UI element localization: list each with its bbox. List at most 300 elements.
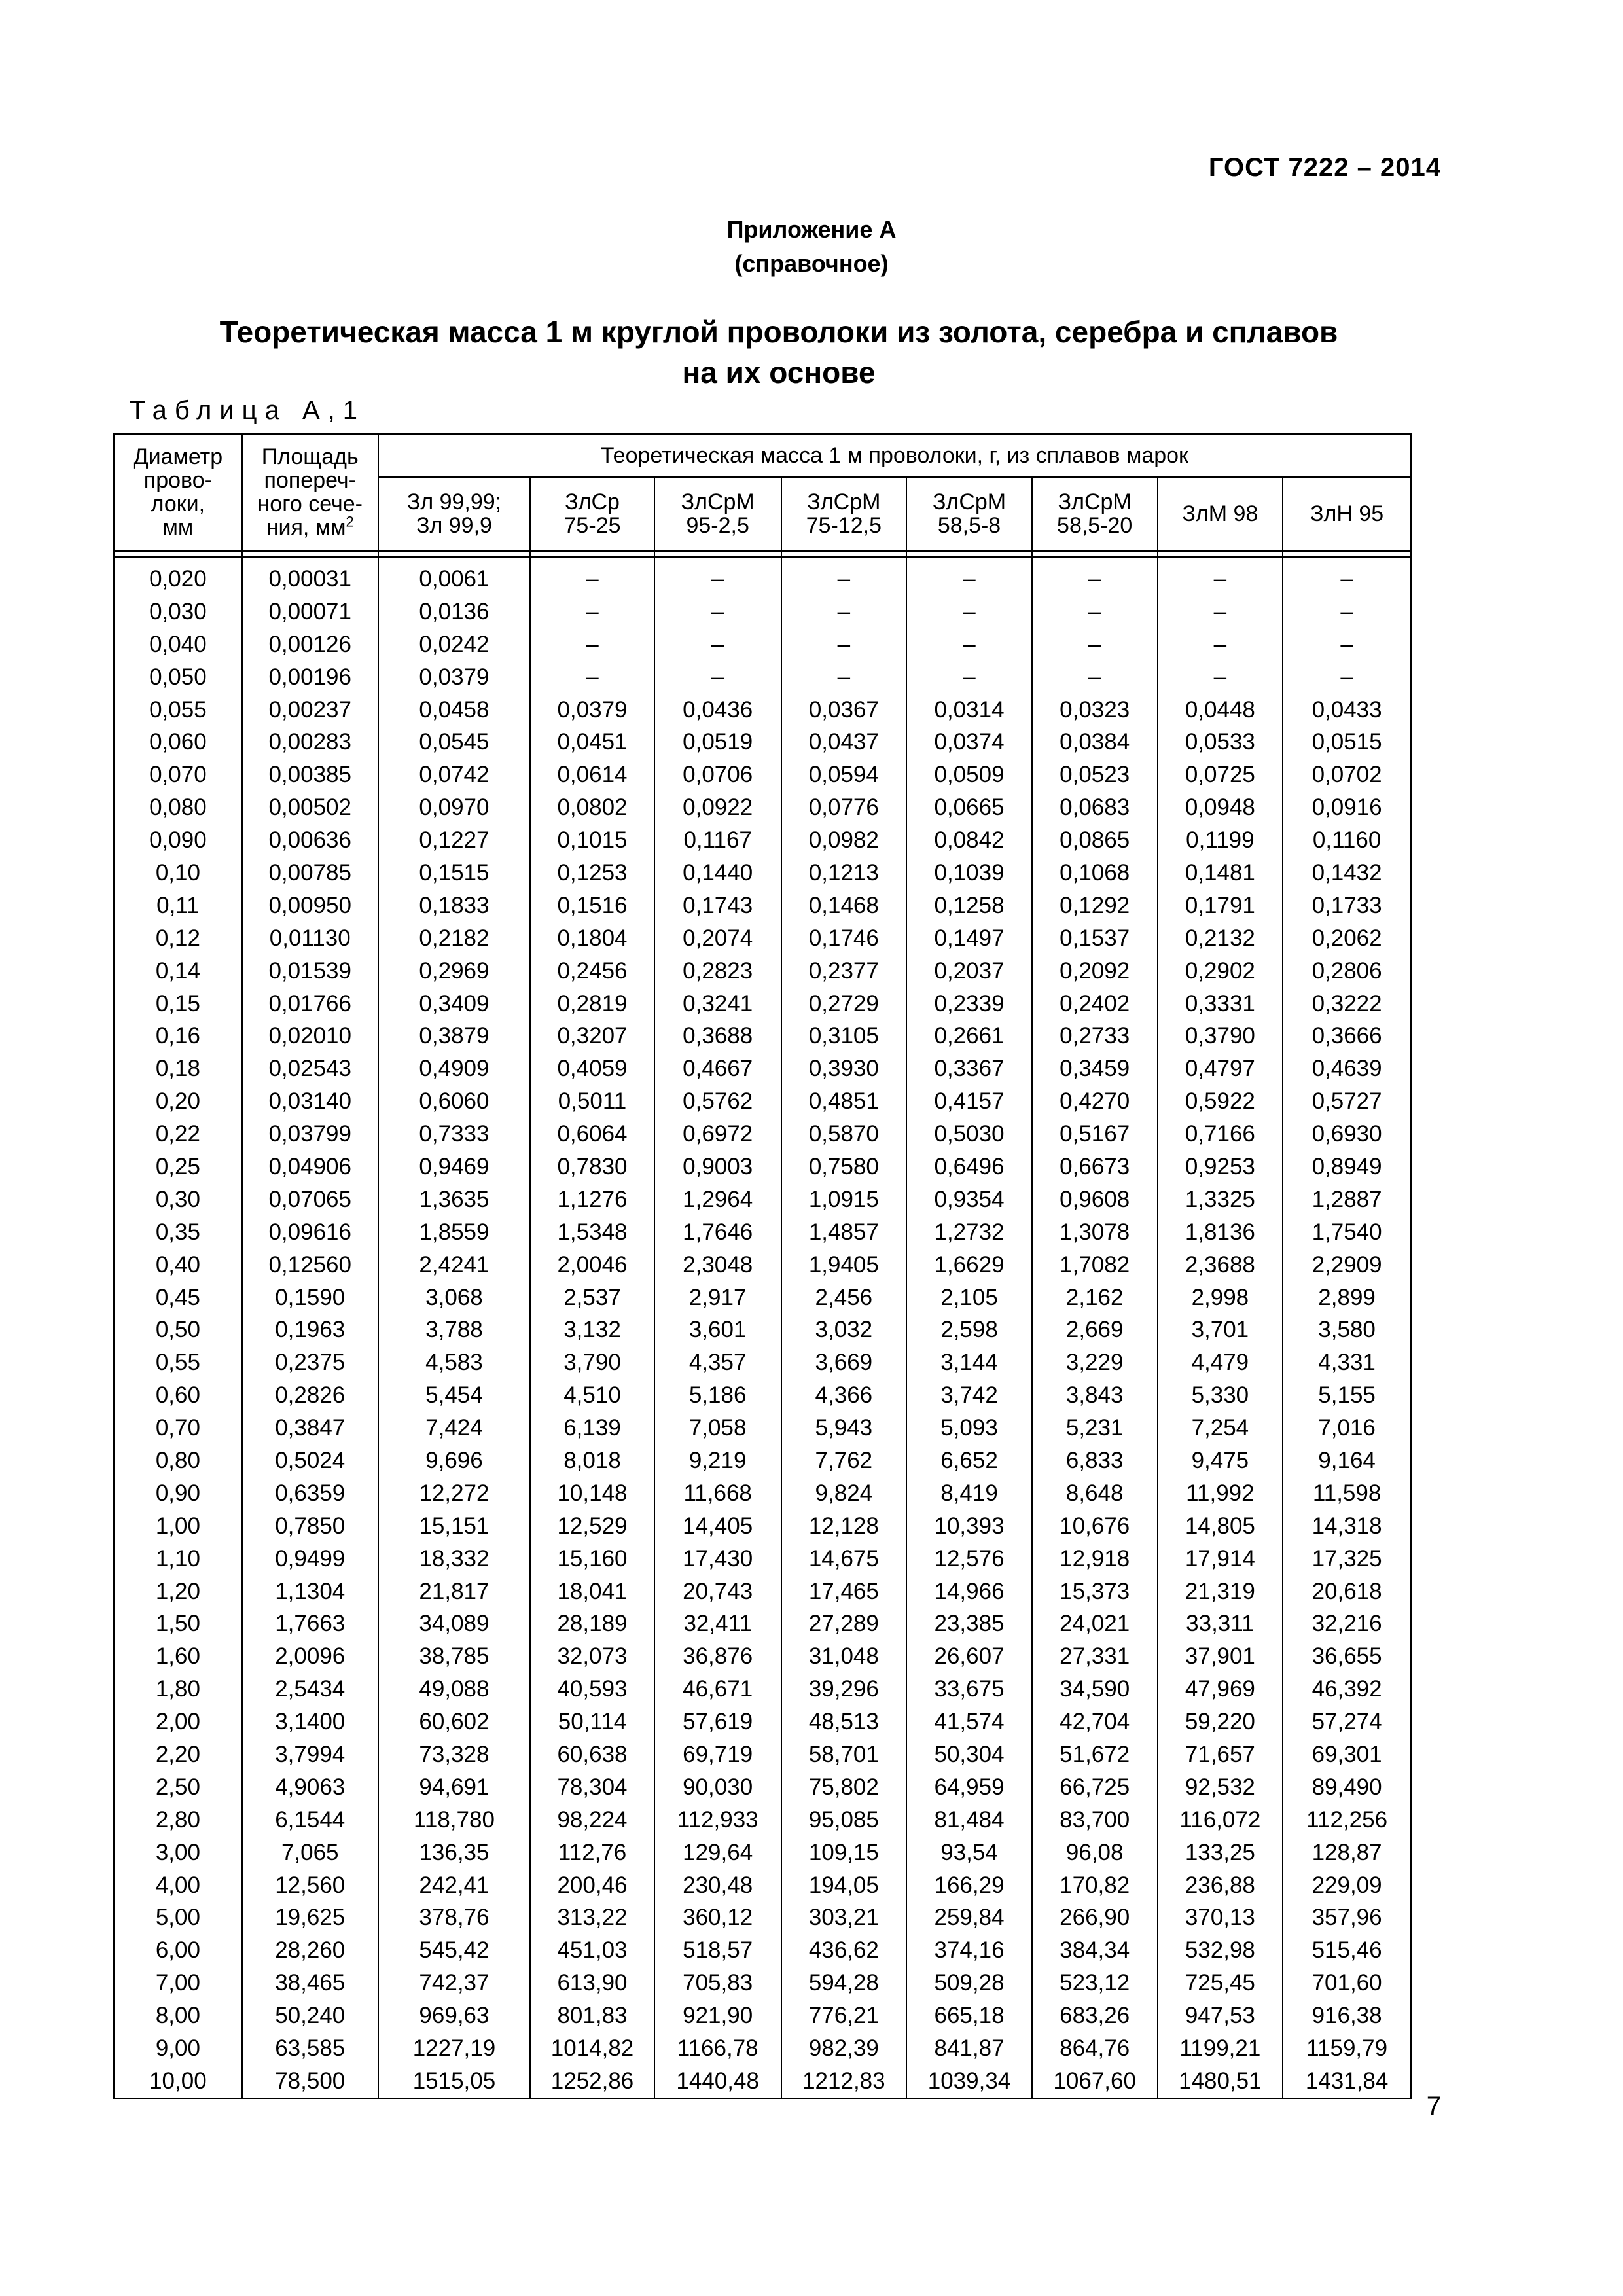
- cell-mass: 37,901: [1158, 1640, 1283, 1673]
- cell-mass: 23,385: [906, 1608, 1032, 1641]
- cell-mass: 3,669: [781, 1346, 907, 1379]
- cell-mass: 1,4857: [781, 1216, 907, 1249]
- cell-mass: 90,030: [654, 1771, 781, 1804]
- cell-mass: 518,57: [654, 1934, 781, 1967]
- cell-mass: 701,60: [1283, 1967, 1411, 2000]
- alloy-label-line: 58,5-8: [937, 513, 1001, 538]
- table-row: [114, 1706, 1411, 1738]
- cell-mass: 58,701: [781, 1738, 907, 1771]
- alloy-label-line: ЗлСрМ: [932, 490, 1007, 514]
- cell-diameter: 1,10: [114, 1543, 242, 1575]
- alloy-label-line: 95-2,5: [686, 513, 749, 538]
- cell-mass: 1227,19: [378, 2032, 530, 2065]
- cell-mass: 3,580: [1283, 1314, 1411, 1346]
- cell-mass: 0,2969: [378, 955, 530, 988]
- cell-mass: 1,3078: [1032, 1216, 1158, 1249]
- cell-mass: 28,189: [530, 1608, 654, 1641]
- cell-mass: 83,700: [1032, 1804, 1158, 1837]
- table-row: [114, 1282, 1411, 1314]
- cell-mass: 26,607: [906, 1640, 1032, 1673]
- table-row: [114, 1543, 1411, 1575]
- appendix-type: (справочное): [734, 250, 889, 277]
- cell-mass: 2,0046: [530, 1249, 654, 1282]
- table-body: [114, 557, 1411, 2098]
- cell-diameter: 0,25: [114, 1151, 242, 1183]
- cell-mass: 31,048: [781, 1640, 907, 1673]
- cell-mass: 236,88: [1158, 1869, 1283, 1902]
- table-row: [114, 1804, 1411, 1837]
- document-designation: ГОСТ 7222 – 2014: [1208, 153, 1441, 182]
- cell-mass: 0,0458: [378, 694, 530, 726]
- cell-area: 0,00071: [242, 596, 378, 628]
- cell-diameter: 2,20: [114, 1738, 242, 1771]
- cell-diameter: 0,90: [114, 1477, 242, 1510]
- appendix-label: Приложение А: [726, 216, 897, 243]
- cell-area: 4,9063: [242, 1771, 378, 1804]
- cell-mass: 60,638: [530, 1738, 654, 1771]
- cell-mass: 1,1276: [530, 1183, 654, 1216]
- cell-mass: 1,7646: [654, 1216, 781, 1249]
- cell-mass: 94,691: [378, 1771, 530, 1804]
- cell-mass: 15,151: [378, 1510, 530, 1543]
- cell-diameter: 1,00: [114, 1510, 242, 1543]
- cell-mass: 2,105: [906, 1282, 1032, 1314]
- cell-mass: 0,4157: [906, 1085, 1032, 1118]
- cell-mass: 1,3325: [1158, 1183, 1283, 1216]
- cell-mass: –: [906, 596, 1032, 628]
- cell-mass: 1252,86: [530, 2065, 654, 2098]
- table-row: [114, 1640, 1411, 1673]
- cell-mass: 1,8136: [1158, 1216, 1283, 1249]
- cell-mass: 0,4797: [1158, 1052, 1283, 1085]
- table-row: [114, 1869, 1411, 1902]
- cell-mass: 12,576: [906, 1543, 1032, 1575]
- cell-mass: 594,28: [781, 1967, 907, 2000]
- header-separator: [1158, 551, 1283, 557]
- cell-mass: 0,3409: [378, 988, 530, 1020]
- cell-mass: 947,53: [1158, 2000, 1283, 2032]
- cell-area: 0,00283: [242, 726, 378, 759]
- table-row: [114, 1510, 1411, 1543]
- cell-mass: 1431,84: [1283, 2065, 1411, 2098]
- cell-area: 0,12560: [242, 1249, 378, 1282]
- header-separator: [1283, 551, 1411, 557]
- cell-diameter: 1,80: [114, 1673, 242, 1706]
- cell-mass: –: [1032, 557, 1158, 596]
- cell-area: 0,00126: [242, 628, 378, 661]
- table-row: [114, 1118, 1411, 1151]
- cell-mass: 48,513: [781, 1706, 907, 1738]
- table-row: [114, 1902, 1411, 1935]
- cell-mass: 0,5011: [530, 1085, 654, 1118]
- cell-mass: 916,38: [1283, 2000, 1411, 2032]
- cell-mass: 509,28: [906, 1967, 1032, 2000]
- alloy-label-line: ЗлМ 98: [1182, 501, 1258, 526]
- cell-mass: 742,37: [378, 1967, 530, 2000]
- cell-mass: –: [530, 661, 654, 694]
- cell-area: 1,7663: [242, 1608, 378, 1641]
- cell-diameter: 0,080: [114, 791, 242, 824]
- cell-mass: 436,62: [781, 1934, 907, 1967]
- table-row: [114, 1837, 1411, 1869]
- cell-mass: 0,6496: [906, 1151, 1032, 1183]
- cell-diameter: 0,030: [114, 596, 242, 628]
- cell-mass: 357,96: [1283, 1902, 1411, 1935]
- cell-area: 0,00237: [242, 694, 378, 726]
- cell-mass: 12,272: [378, 1477, 530, 1510]
- cell-area: 0,02010: [242, 1020, 378, 1052]
- cell-mass: 93,54: [906, 1837, 1032, 1869]
- cell-area: 0,01130: [242, 922, 378, 955]
- cell-mass: 59,220: [1158, 1706, 1283, 1738]
- cell-mass: 69,719: [654, 1738, 781, 1771]
- cell-diameter: 0,14: [114, 955, 242, 988]
- cell-mass: 20,618: [1283, 1575, 1411, 1608]
- cell-area: 0,02543: [242, 1052, 378, 1085]
- cell-mass: 36,655: [1283, 1640, 1411, 1673]
- cell-mass: –: [654, 661, 781, 694]
- table-row: [114, 1412, 1411, 1444]
- table-row: [114, 596, 1411, 628]
- cell-mass: 95,085: [781, 1804, 907, 1837]
- cell-area: 2,0096: [242, 1640, 378, 1673]
- cell-mass: 50,114: [530, 1706, 654, 1738]
- cell-mass: 0,0865: [1032, 824, 1158, 857]
- cell-mass: 5,330: [1158, 1379, 1283, 1412]
- cell-mass: 374,16: [906, 1934, 1032, 1967]
- cell-area: 0,01766: [242, 988, 378, 1020]
- cell-mass: 0,2092: [1032, 955, 1158, 988]
- cell-area: 0,03140: [242, 1085, 378, 1118]
- cell-mass: 1,2964: [654, 1183, 781, 1216]
- cell-mass: 0,2182: [378, 922, 530, 955]
- cell-mass: 36,876: [654, 1640, 781, 1673]
- cell-mass: 170,82: [1032, 1869, 1158, 1902]
- cell-mass: 4,331: [1283, 1346, 1411, 1379]
- cell-mass: 613,90: [530, 1967, 654, 2000]
- cell-mass: 0,7830: [530, 1151, 654, 1183]
- cell-mass: 133,25: [1158, 1837, 1283, 1869]
- cell-area: 0,00196: [242, 661, 378, 694]
- cell-mass: 78,304: [530, 1771, 654, 1804]
- cell-mass: 3,601: [654, 1314, 781, 1346]
- cell-area: 19,625: [242, 1902, 378, 1935]
- cell-mass: 1159,79: [1283, 2032, 1411, 2065]
- cell-area: 28,260: [242, 1934, 378, 1967]
- cell-mass: 96,08: [1032, 1837, 1158, 1869]
- cell-mass: 46,671: [654, 1673, 781, 1706]
- cell-mass: 0,9253: [1158, 1151, 1283, 1183]
- cell-mass: 0,6972: [654, 1118, 781, 1151]
- alloy-label-line: ЗлСрМ: [1058, 490, 1132, 514]
- cell-mass: 0,0136: [378, 596, 530, 628]
- cell-mass: –: [530, 557, 654, 596]
- cell-mass: 0,2062: [1283, 922, 1411, 955]
- cell-mass: 24,021: [1032, 1608, 1158, 1641]
- cell-mass: 3,032: [781, 1314, 907, 1346]
- cell-mass: 5,155: [1283, 1379, 1411, 1412]
- cell-mass: 0,0776: [781, 791, 907, 824]
- cell-area: 0,01539: [242, 955, 378, 988]
- column-header-alloy: [1032, 477, 1158, 551]
- cell-mass: 17,430: [654, 1543, 781, 1575]
- cell-mass: 0,2819: [530, 988, 654, 1020]
- cell-mass: 0,9354: [906, 1183, 1032, 1216]
- table-row: [114, 1934, 1411, 1967]
- cell-mass: 725,45: [1158, 1967, 1283, 2000]
- cell-mass: 1480,51: [1158, 2065, 1283, 2098]
- cell-mass: 0,1167: [654, 824, 781, 857]
- table-row: [114, 726, 1411, 759]
- cell-mass: 3,843: [1032, 1379, 1158, 1412]
- cell-mass: 0,4639: [1283, 1052, 1411, 1085]
- cell-mass: 0,3459: [1032, 1052, 1158, 1085]
- cell-mass: 0,5167: [1032, 1118, 1158, 1151]
- cell-diameter: 0,040: [114, 628, 242, 661]
- cell-mass: 50,304: [906, 1738, 1032, 1771]
- cell-area: 12,560: [242, 1869, 378, 1902]
- cell-mass: –: [906, 557, 1032, 596]
- cell-mass: 0,3331: [1158, 988, 1283, 1020]
- cell-diameter: 0,18: [114, 1052, 242, 1085]
- cell-mass: 0,0982: [781, 824, 907, 857]
- table-row: [114, 1346, 1411, 1379]
- cell-mass: 112,256: [1283, 1804, 1411, 1837]
- cell-mass: 11,992: [1158, 1477, 1283, 1510]
- table-row: [114, 955, 1411, 988]
- cell-mass: 0,5727: [1283, 1085, 1411, 1118]
- cell-mass: 0,3688: [654, 1020, 781, 1052]
- alloy-label-line: 58,5-20: [1057, 513, 1133, 538]
- cell-mass: 0,5922: [1158, 1085, 1283, 1118]
- cell-mass: 9,696: [378, 1444, 530, 1477]
- cell-mass: 0,0523: [1032, 759, 1158, 791]
- cell-mass: 0,1516: [530, 889, 654, 922]
- cell-mass: 33,675: [906, 1673, 1032, 1706]
- cell-mass: 0,0379: [530, 694, 654, 726]
- cell-mass: 3,068: [378, 1282, 530, 1314]
- table-row: [114, 2065, 1411, 2098]
- table-row: [114, 694, 1411, 726]
- cell-diameter: 0,22: [114, 1118, 242, 1151]
- cell-diameter: 0,80: [114, 1444, 242, 1477]
- cell-mass: 5,454: [378, 1379, 530, 1412]
- cell-mass: 0,7166: [1158, 1118, 1283, 1151]
- cell-mass: 921,90: [654, 2000, 781, 2032]
- cell-mass: 11,598: [1283, 1477, 1411, 1510]
- cell-mass: 0,9003: [654, 1151, 781, 1183]
- cell-diameter: 0,60: [114, 1379, 242, 1412]
- cell-mass: 0,2402: [1032, 988, 1158, 1020]
- cell-mass: 3,790: [530, 1346, 654, 1379]
- cell-mass: 41,574: [906, 1706, 1032, 1738]
- cell-mass: –: [781, 557, 907, 596]
- cell-mass: 42,704: [1032, 1706, 1158, 1738]
- cell-mass: 81,484: [906, 1804, 1032, 1837]
- cell-mass: 7,424: [378, 1412, 530, 1444]
- cell-mass: 683,26: [1032, 2000, 1158, 2032]
- cell-area: 0,00385: [242, 759, 378, 791]
- cell-mass: 5,943: [781, 1412, 907, 1444]
- cell-mass: 0,0842: [906, 824, 1032, 857]
- cell-mass: 3,229: [1032, 1346, 1158, 1379]
- cell-mass: 1,2732: [906, 1216, 1032, 1249]
- cell-mass: 1,6629: [906, 1249, 1032, 1282]
- table-row: [114, 1673, 1411, 1706]
- cell-mass: 665,18: [906, 2000, 1032, 2032]
- cell-mass: 0,2823: [654, 955, 781, 988]
- table-row: [114, 1020, 1411, 1052]
- cell-mass: 2,899: [1283, 1282, 1411, 1314]
- cell-mass: –: [654, 628, 781, 661]
- cell-diameter: 0,070: [114, 759, 242, 791]
- cell-mass: 969,63: [378, 2000, 530, 2032]
- cell-mass: 378,76: [378, 1902, 530, 1935]
- cell-mass: 864,76: [1032, 2032, 1158, 2065]
- alloy-label-line: ЗлСрМ: [807, 490, 881, 514]
- cell-area: 0,04906: [242, 1151, 378, 1183]
- cell-mass: 89,490: [1283, 1771, 1411, 1804]
- column-group-header-mass: Теоретическая масса 1 м проволоки, г, из сплавов марок: [378, 434, 1411, 477]
- cell-mass: 242,41: [378, 1869, 530, 1902]
- area-unit-superscript: 2: [346, 513, 354, 530]
- cell-mass: 3,742: [906, 1379, 1032, 1412]
- cell-mass: 266,90: [1032, 1902, 1158, 1935]
- header-separator: [114, 551, 242, 557]
- cell-mass: 5,186: [654, 1379, 781, 1412]
- cell-mass: 14,318: [1283, 1510, 1411, 1543]
- cell-mass: 27,289: [781, 1608, 907, 1641]
- cell-diameter: 1,20: [114, 1575, 242, 1608]
- cell-mass: 0,2377: [781, 955, 907, 988]
- cell-mass: 32,073: [530, 1640, 654, 1673]
- header-separator: [378, 551, 530, 557]
- cell-mass: 0,1258: [906, 889, 1032, 922]
- cell-mass: 0,1537: [1032, 922, 1158, 955]
- cell-mass: 1,2887: [1283, 1183, 1411, 1216]
- cell-area: 3,1400: [242, 1706, 378, 1738]
- table-row: [114, 988, 1411, 1020]
- cell-mass: 14,966: [906, 1575, 1032, 1608]
- cell-mass: 4,583: [378, 1346, 530, 1379]
- cell-area: 78,500: [242, 2065, 378, 2098]
- alloy-label-line: Зл 99,9: [416, 513, 492, 538]
- table-caption: Таблица А,1: [130, 396, 365, 425]
- cell-mass: 1067,60: [1032, 2065, 1158, 2098]
- cell-diameter: 0,40: [114, 1249, 242, 1282]
- cell-mass: 2,456: [781, 1282, 907, 1314]
- cell-diameter: 10,00: [114, 2065, 242, 2098]
- cell-mass: –: [1158, 661, 1283, 694]
- cell-diameter: 0,11: [114, 889, 242, 922]
- cell-diameter: 0,15: [114, 988, 242, 1020]
- cell-mass: 75,802: [781, 1771, 907, 1804]
- cell-mass: 0,2339: [906, 988, 1032, 1020]
- cell-mass: 0,6060: [378, 1085, 530, 1118]
- cell-area: 50,240: [242, 2000, 378, 2032]
- cell-area: 0,2826: [242, 1379, 378, 1412]
- cell-mass: 0,1468: [781, 889, 907, 922]
- cell-mass: –: [1283, 557, 1411, 596]
- alloy-label-line: ЗлСр: [565, 490, 620, 514]
- cell-mass: 1,8559: [378, 1216, 530, 1249]
- table-row: [114, 791, 1411, 824]
- cell-mass: 40,593: [530, 1673, 654, 1706]
- cell-mass: 0,9469: [378, 1151, 530, 1183]
- cell-mass: 2,998: [1158, 1282, 1283, 1314]
- cell-mass: 523,12: [1032, 1967, 1158, 2000]
- cell-mass: 66,725: [1032, 1771, 1158, 1804]
- cell-mass: 3,132: [530, 1314, 654, 1346]
- cell-mass: 12,128: [781, 1510, 907, 1543]
- cell-mass: 9,164: [1283, 1444, 1411, 1477]
- cell-mass: 0,2132: [1158, 922, 1283, 955]
- cell-mass: –: [1283, 596, 1411, 628]
- cell-mass: 0,0451: [530, 726, 654, 759]
- cell-mass: 5,093: [906, 1412, 1032, 1444]
- table-header: [114, 434, 1411, 557]
- cell-mass: 0,5870: [781, 1118, 907, 1151]
- cell-mass: 1014,82: [530, 2032, 654, 2065]
- cell-mass: 451,03: [530, 1934, 654, 1967]
- table-row: [114, 2000, 1411, 2032]
- cell-mass: 12,918: [1032, 1543, 1158, 1575]
- wire-mass-table: [113, 433, 1412, 2099]
- cell-mass: 2,4241: [378, 1249, 530, 1282]
- cell-mass: 0,0922: [654, 791, 781, 824]
- cell-mass: 0,9608: [1032, 1183, 1158, 1216]
- cell-diameter: 2,50: [114, 1771, 242, 1804]
- cell-mass: 92,532: [1158, 1771, 1283, 1804]
- cell-mass: –: [906, 628, 1032, 661]
- cell-mass: 1,5348: [530, 1216, 654, 1249]
- cell-mass: 0,3241: [654, 988, 781, 1020]
- cell-diameter: 9,00: [114, 2032, 242, 2065]
- cell-mass: 0,0702: [1283, 759, 1411, 791]
- cell-mass: 370,13: [1158, 1902, 1283, 1935]
- cell-mass: 9,824: [781, 1477, 907, 1510]
- column-header-alloy: [906, 477, 1032, 551]
- cell-mass: 10,148: [530, 1477, 654, 1510]
- cell-mass: 0,0742: [378, 759, 530, 791]
- cell-mass: 0,0061: [378, 557, 530, 596]
- cell-mass: 0,1292: [1032, 889, 1158, 922]
- cell-mass: 2,3048: [654, 1249, 781, 1282]
- cell-mass: 8,648: [1032, 1477, 1158, 1510]
- cell-mass: 116,072: [1158, 1804, 1283, 1837]
- cell-diameter: 0,55: [114, 1346, 242, 1379]
- column-header-area: Площадь попереч- ного сече- ния, $мм^2$: [242, 434, 378, 551]
- cell-mass: 71,657: [1158, 1738, 1283, 1771]
- cell-mass: 5,231: [1032, 1412, 1158, 1444]
- cell-mass: 384,34: [1032, 1934, 1158, 1967]
- cell-mass: 0,0614: [530, 759, 654, 791]
- table-row: [114, 922, 1411, 955]
- cell-area: 63,585: [242, 2032, 378, 2065]
- table-row: [114, 1575, 1411, 1608]
- cell-area: 0,09616: [242, 1216, 378, 1249]
- cell-mass: 0,0515: [1283, 726, 1411, 759]
- cell-mass: 4,479: [1158, 1346, 1283, 1379]
- cell-area: 38,465: [242, 1967, 378, 2000]
- cell-area: 1,1304: [242, 1575, 378, 1608]
- cell-mass: 313,22: [530, 1902, 654, 1935]
- cell-mass: 33,311: [1158, 1608, 1283, 1641]
- table-row: [114, 1444, 1411, 1477]
- cell-mass: 51,672: [1032, 1738, 1158, 1771]
- cell-mass: 6,833: [1032, 1444, 1158, 1477]
- cell-mass: –: [1283, 628, 1411, 661]
